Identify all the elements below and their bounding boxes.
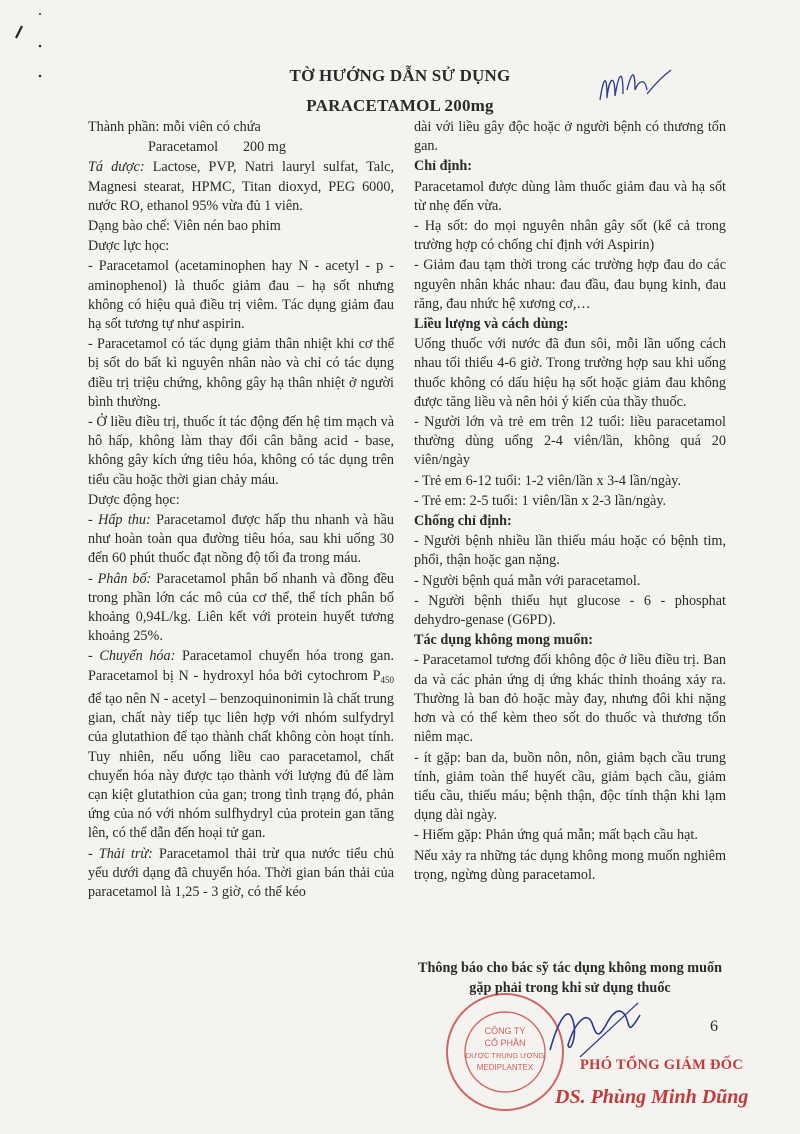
excipients-text: Lactose, PVP, Natri lauryl sulfat, Talc, Magnesi stearat, HPMC, Titan dioxyd, PEG 6000, nước RO, ethanol 95% vừa đủ 1 viên. [88,159,394,214]
notice-text: Thông báo cho bác sỹ tác dụng không mong muốn gặp phải trong khi sử dụng thuốc [418,960,722,996]
pharmacodynamics-paragraph: - Paracetamol (acetaminophen hay N - acetyl - p - aminophenol) là thuốc giảm đau – hạ sốt nhưng không có hiệu quả điều trị viêm. Tác dụng giảm đau hạ sốt tương tự như aspirin. [88,258,394,333]
metabolism-subscript: 450 [380,674,394,685]
metabolism-paragraph [88,647,394,843]
indication-item: - Hạ sốt: do mọi nguyên nhân gây sốt (kể cả trong trường hợp có chống chỉ định với Aspirin) [414,218,726,254]
active-ingredient-dose: 200 mg [242,139,286,156]
contraindication-item: - Người bệnh quá mẫn với paracetamol. [414,572,641,589]
excipients-label: Tá dược: [88,159,145,176]
dosage-form: Dạng bào chế: Viên nén bao phim [88,218,281,235]
stamp-line-1: CÔNG TY [484,1026,526,1036]
metabolism-label: - Chuyển hóa: [88,648,176,665]
excretion-paragraph [88,845,394,903]
contraindication-item: - Người bệnh nhiều lần thiếu máu hoặc có bệnh tim, phổi, thận hoặc gan nặng. [414,533,726,569]
absorption-label: - Hấp thu: [88,512,151,529]
dosage-intro: Uống thuốc với nước đã đun sôi, mỗi lần uống cách nhau tối thiểu 4-6 giờ. Trong trường hợp sau khi uống thuốc không có dấu hiệu hạ sốt hoặc giảm đau không được tăng liều và nên hỏi ý kiến của thầy thuốc. [414,336,726,410]
pharmacodynamics-heading: Dược lực học: [88,238,170,255]
distribution-text: Paracetamol phân bố nhanh và đồng đều trong phần lớn các mô của cơ thể, thể tích phân bố khoảng 0,94L/kg. Liên kết với protein huyết tương khoảng 25%. [88,570,394,645]
distribution-paragraph [88,570,394,647]
excretion-label: - Thải trừ: [88,845,153,862]
page-number: 6 [710,1018,718,1035]
indications-intro: Paracetamol được dùng làm thuốc giảm đau và hạ sốt từ nhẹ đến vừa. [414,178,726,214]
distribution-label: - Phân bố: [88,570,152,587]
excretion-text: Paracetamol thải trừ qua nước tiểu chủ yếu dưới dạng đã chuyển hóa. Thời gian bán thải của paracetamol là 1,25 - 3 giờ, có thể kéo [88,845,395,900]
absorption-paragraph [88,511,394,569]
document-title: TỜ HƯỚNG DẪN SỬ DỤNG [289,66,511,85]
dosage-heading: Liều lượng và cách dùng: [414,316,569,333]
handwritten-initials [595,60,675,110]
excretion-continued: dài với liều gây độc hoặc ở người bệnh có thương tổn gan. [414,119,726,155]
adverse-effect-item: - Hiếm gặp: Phản ứng quá mẫn; mất bạch cầu hạt. [414,827,698,844]
adverse-effect-warning: Nếu xảy ra những tác dụng không mong muốn nghiêm trọng, ngừng dùng paracetamol. [414,847,726,883]
metabolism-text-2: để tạo nên N - acetyl – benzoquinonimin là chất trung gian, chất này tiếp tục liên hợp với nhóm sulfydryl của glutathion để tạo thành chất không còn hoạt tính. Tuy nhiên, nếu uống liều cao paracetamol, chất chuyển hóa này được tạo thành với lượng đủ để làm cạn kiệt glutathion của gan; trong tình trạng đó, phản ứng của nó với nhóm sulfhydryl của protein gan tăng lên, có thể dẫn đến hoại tử gan. [88,690,394,842]
composition-label: Thành phần: mỗi viên có chứa [88,119,261,135]
stamp-line-3: DƯỢC TRUNG ƯƠNG [465,1051,545,1060]
right-column [414,118,726,886]
left-column [88,118,394,903]
pharmacokinetics-heading: Dược động học: [88,491,180,508]
indications-heading: Chỉ định: [414,158,472,175]
pharmacodynamics-paragraph: - Paracetamol có tác dụng giảm thân nhiệt khi cơ thể bị sốt do bất kì nguyên nhân nào và chỉ có tác dụng điều trị triệu chứng, không gây hạ thân nhiệt ở người bình thường. [88,336,394,410]
contraindications-heading: Chống chỉ định: [414,513,512,530]
adverse-effect-item: - ít gặp: ban da, buồn nôn, nôn, giảm bạch cầu trung tính, giảm toàn thể huyết cầu, giảm bạch cầu, giảm tiểu cầu, thiếu máu; bệnh thận, độc tính thận khi lạm dụng dài ngày. [414,749,726,824]
signer-name: DS. Phùng Minh Dũng [555,1086,749,1108]
absorption-text: Paracetamol được hấp thu nhanh và hầu như hoàn toàn qua đường tiêu hóa, sau khi uống 30 đến 60 phút thuốc đạt nồng độ tối đa trong máu. [88,512,395,567]
dosage-item: - Trẻ em: 2-5 tuổi: 1 viên/lần x 2-3 lần/ngày. [414,492,667,509]
pharmacodynamics-paragraph: - Ở liều điều trị, thuốc ít tác động đến hệ tim mạch và hô hấp, không làm thay đổi cân bằng acid - base, không gây kích ứng tiêu hóa, không có tác dụng trên tiểu cầu hoặc thời gian chảy máu. [88,414,394,488]
stamp-line-2: CỔ PHẦN [484,1038,526,1048]
signature [540,995,650,1065]
adverse-effect-item: - Paracetamol tương đối không độc ở liều điều trị. Ban da và các phản ứng dị ứng khác thỉnh thoảng xảy ra. Thường là ban đỏ hoặc mày đay, nhưng đôi khi nặng hơn và có thể kèm theo sốt do thuốc và thương tổn niêm mạc. [414,652,726,746]
contraindication-item: - Người bệnh thiếu hụt glucose - 6 - phosphat dehydro-genase (G6PD). [414,592,726,629]
indication-item: - Giảm đau tạm thời trong các trường hợp đau do các nguyên nhân khác nhau: đau đầu, đau bụng kinh, đau răng, đau nhức hệ xương cơ,… [414,257,726,312]
dosage-item: - Người lớn và trẻ em trên 12 tuổi: liều paracetamol thường dùng uống 2-4 viên/lần, không quá 20 viên/ngày [414,414,726,469]
composition-active [88,138,394,157]
stamp-line-4: MEDIPLANTEX [476,1063,534,1072]
metabolism-text-1: Paracetamol chuyển hóa trong gan. Paracetamol bị N - hydroxyl hóa bởi cytochrom P [88,648,394,684]
adverse-effects-heading: Tác dụng không mong muốn: [414,632,593,649]
dosage-item: - Trẻ em 6-12 tuổi: 1-2 viên/lần x 3-4 lần/ngày. [414,472,682,489]
document-subtitle: PARACETAMOL 200mg [306,96,494,115]
signer-title: PHÓ TỔNG GIÁM ĐỐC [580,1057,744,1073]
active-ingredient-name: Paracetamol [148,139,219,156]
excipients [88,158,394,216]
